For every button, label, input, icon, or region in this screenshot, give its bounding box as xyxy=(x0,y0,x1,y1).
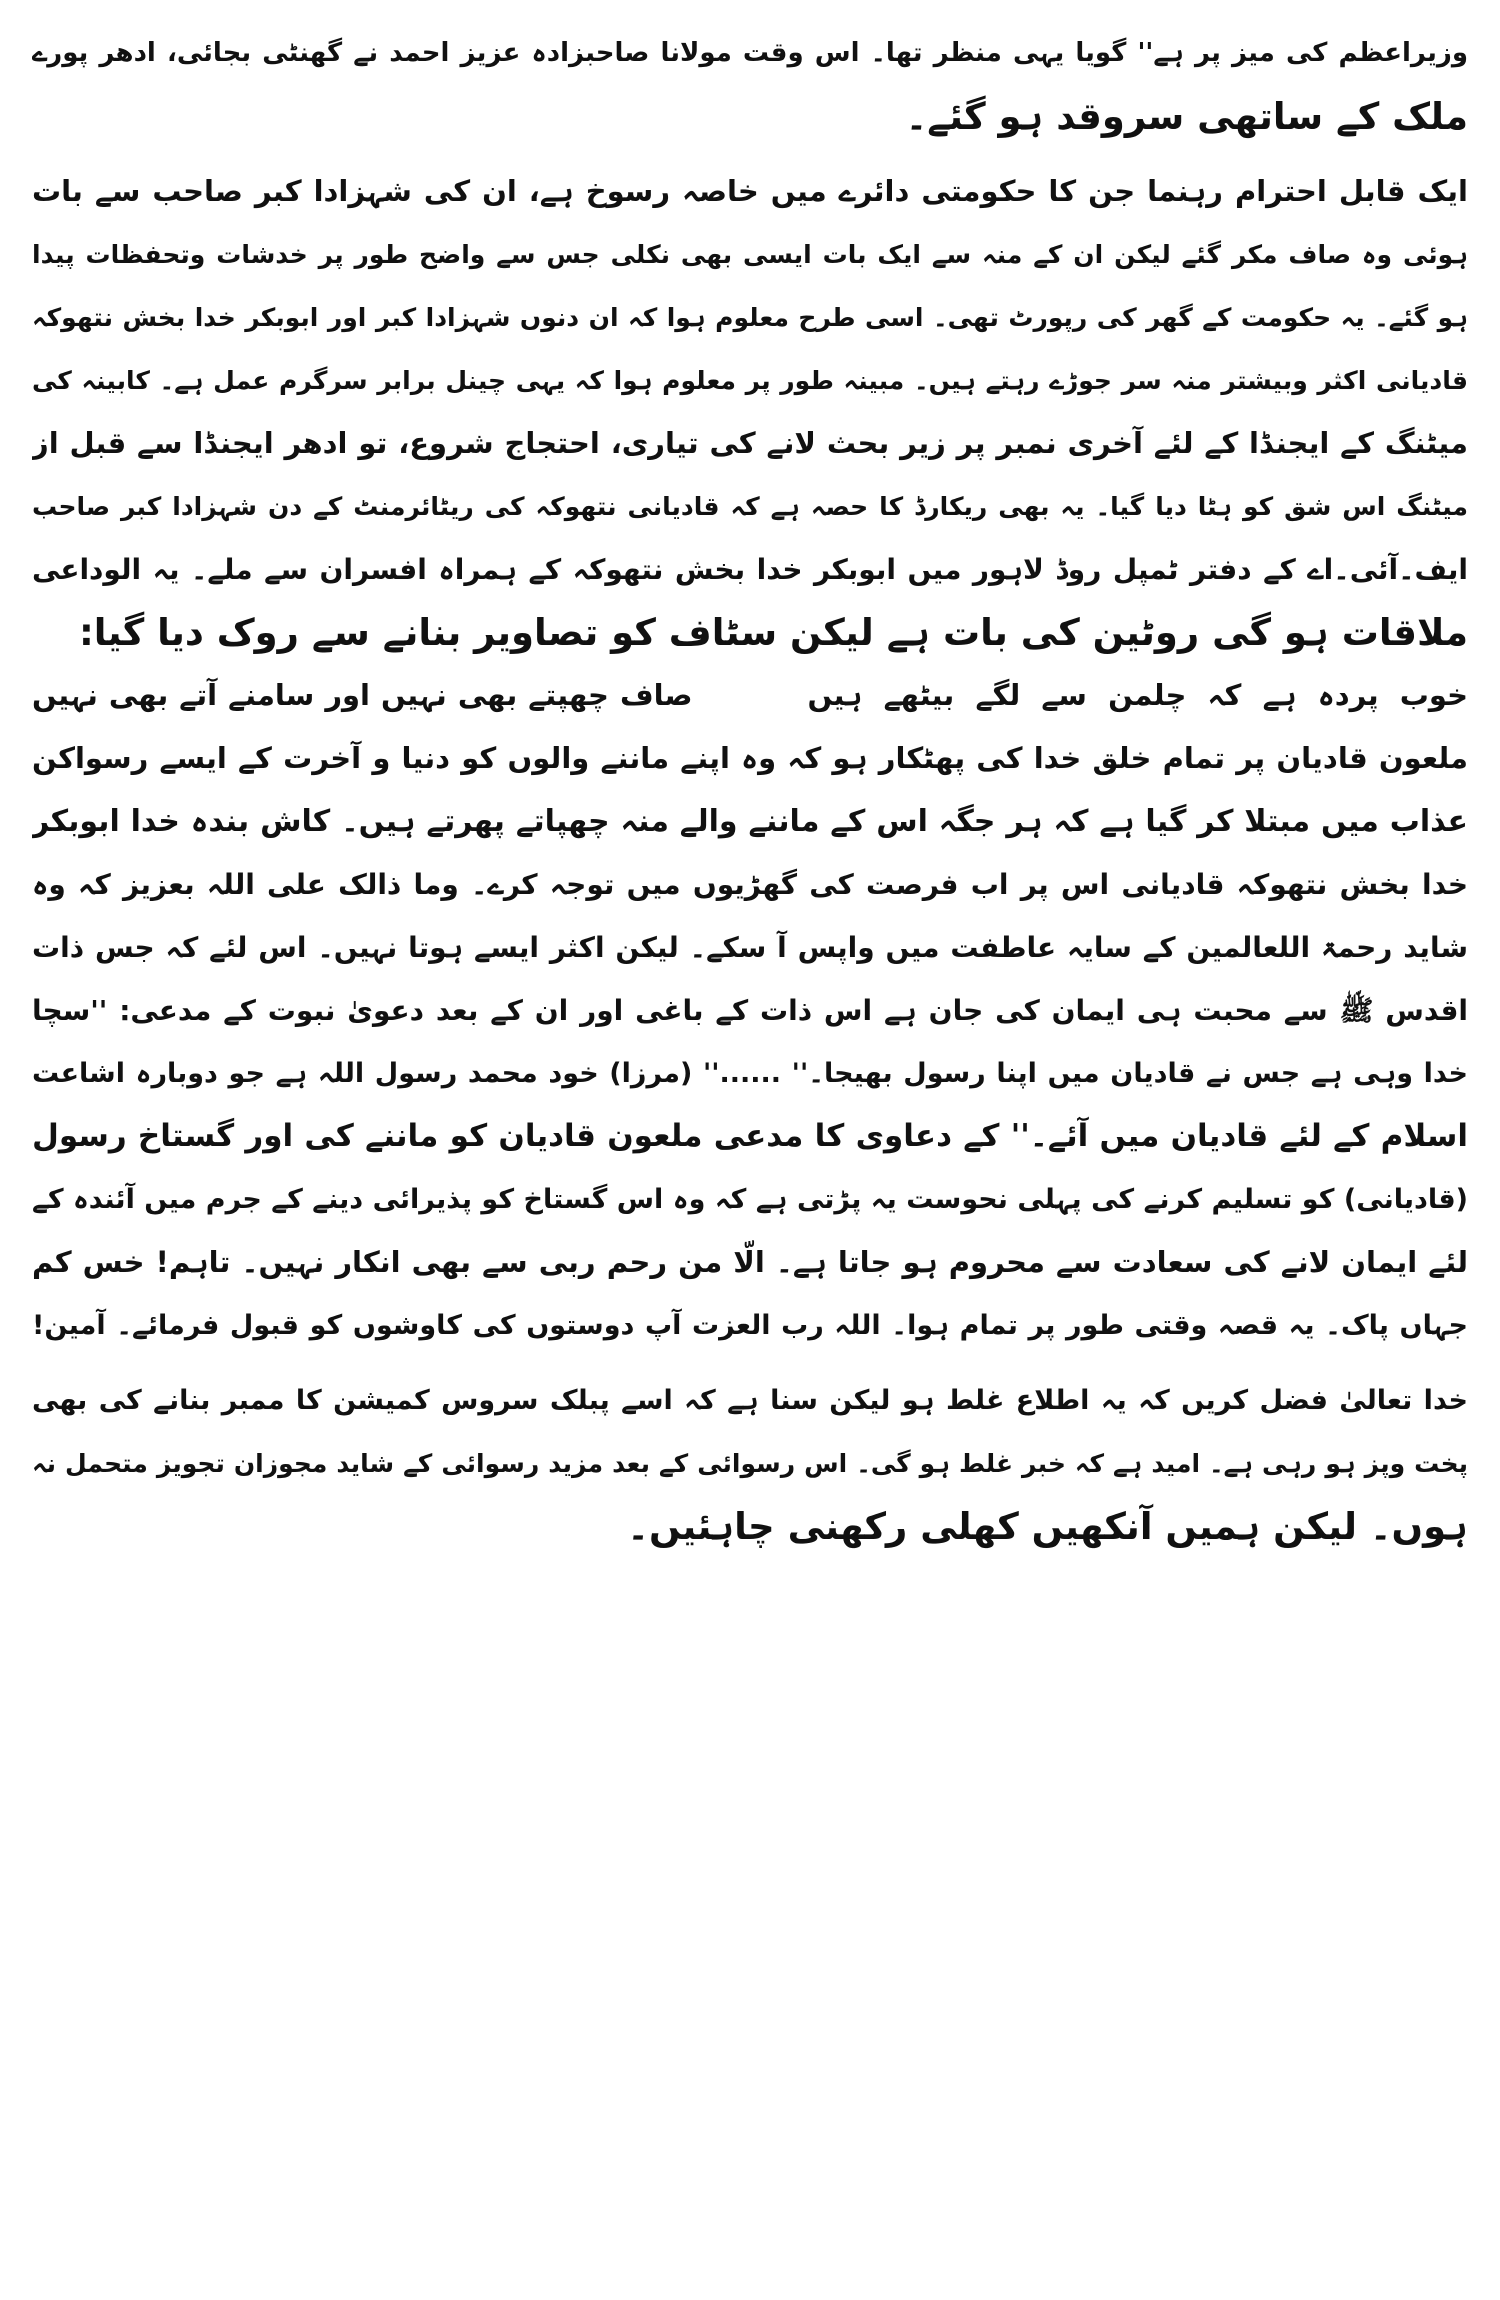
text-line: ملک کے ساتھی سروقد ہو گئے۔ xyxy=(905,95,1468,138)
text-line: خدا تعالیٰ فضل کریں کہ یہ اطلاع غلط ہو لیکن سنا ہے کہ اسے پبلک سروس کمیشن کا ممبر بنانے کی بھی xyxy=(32,1385,1468,1416)
text-line: ایک قابل احترام رہنما جن کا حکومتی دائرے میں خاصہ رسوخ ہے، ان کی شہزادا کبر صاحب سے بات xyxy=(32,174,1468,208)
text-line: پخت وپز ہو رہی ہے۔ امید ہے کہ خبر غلط ہو گی۔ اس رسوائی کے بعد مزید رسوائی کے شاید مجوزان تجویز متحمل نہ xyxy=(32,1449,1468,1478)
text-line: ایف۔آئی۔اے کے دفتر ٹمپل روڈ لاہور میں ابوبکر خدا بخش نتھوکہ کے ہمراہ افسران سے ملے۔ یہ الوداعی xyxy=(32,553,1468,586)
text-line: ملعون قادیان پر تمام خلق خدا کی پھٹکار ہو کہ وہ اپنے ماننے والوں کو دنیا و آخرت کے ایسے رسواکن xyxy=(32,741,1468,775)
text-line: شاید رحمۃ اللعالمین کے سایہ عاطفت میں واپس آ سکے۔ لیکن اکثر ایسے ہوتا نہیں۔ اس لئے کہ جس ذات xyxy=(32,931,1468,964)
couplet-second-half: صاف چھپتے بھی نہیں اور سامنے آتے بھی نہیں xyxy=(32,678,693,712)
text-line: اسلام کے لئے قادیان میں آئے۔'' کے دعاوی کا مدعی ملعون قادیان کو ماننے کی اور گستاخ رسول xyxy=(32,1118,1468,1154)
text-line: (قادیانی) کو تسلیم کرنے کی پہلی نحوست یہ پڑتی ہے کہ وہ اس گستاخ کو پذیرائی دینے کے جرم میں آئندہ کے xyxy=(32,1184,1468,1215)
poetry-couplet xyxy=(32,664,1468,727)
text-line: ہوئی وہ صاف مکر گئے لیکن ان کے منہ سے ایک بات ایسی بھی نکلی جس سے واضح طور پر خدشات وتحفظات پیدا xyxy=(32,240,1468,269)
text-line: وزیراعظم کی میز پر ہے'' گویا یہی منظر تھا۔ اس وقت مولانا صاحبزادہ عزیز احمد نے گھنٹی بجائی، ادھر پورے xyxy=(32,38,1468,68)
document-page xyxy=(32,22,1468,2278)
text-line: ہو گئے۔ یہ حکومت کے گھر کی رپورٹ تھی۔ اسی طرح معلوم ہوا کہ ان دنوں شہزادا کبر اور ابوبکر خدا بخش نتھوکہ xyxy=(32,303,1468,332)
text-line: قادیانی اکثر وبیشتر منہ سر جوڑے رہتے ہیں۔ مبینہ طور پر معلوم ہوا کہ یہی چینل برابر سرگرم عمل ہے۔ کابینہ کی xyxy=(32,366,1468,395)
text-line: خدا وہی ہے جس نے قادیان میں اپنا رسول بھیجا۔'' ......'' (مرزا) خود محمد رسول اللہ ہے جو دوبارہ اشاعت xyxy=(32,1058,1468,1089)
text-line: ہوں۔ لیکن ہمیں آنکھیں کھلی رکھنی چاہئیں۔ xyxy=(627,1505,1468,1548)
text-line: میٹنگ اس شق کو ہٹا دیا گیا۔ یہ بھی ریکارڈ کا حصہ ہے کہ قادیانی نتھوکہ کی ریٹائرمنٹ کے دن شہزادا کبر صاحب xyxy=(32,492,1468,521)
couplet-first-half: خوب پردہ ہے کہ چلمن سے لگے بیٹھے ہیں xyxy=(807,678,1468,712)
text-line: جہاں پاک۔ یہ قصہ وقتی طور پر تمام ہوا۔ اللہ رب العزت آپ دوستوں کی کاوشوں کو قبول فرمائے۔ آمین! xyxy=(32,1310,1468,1341)
text-line: خدا بخش نتھوکہ قادیانی اس پر اب فرصت کی گھڑیوں میں توجہ کرے۔ وما ذالک علی اللہ بعزیز کہ وہ xyxy=(32,868,1468,901)
text-line: لئے ایمان لانے کی سعادت سے محروم ہو جاتا ہے۔ الّا من رحم ربی سے بھی انکار نہیں۔ تاہم! خس کم xyxy=(32,1245,1468,1279)
text-line: اقدس ﷺ سے محبت ہی ایمان کی جان ہے اس ذات کے باغی اور ان کے بعد دعویٰ نبوت کے مدعی: ''سچا xyxy=(32,994,1468,1027)
text-line: عذاب میں مبتلا کر گیا ہے کہ ہر جگہ اس کے ماننے والے منہ چھپاتے پھرتے ہیں۔ کاش بندہ خدا ابوبکر xyxy=(32,804,1468,839)
text-line: ملاقات ہو گی روٹین کی بات ہے لیکن سٹاف کو تصاویر بنانے سے روک دیا گیا: xyxy=(78,611,1468,654)
text-line: میٹنگ کے ایجنڈا کے لئے آخری نمبر پر زیر بحث لانے کی تیاری، احتجاج شروع، تو ادھر ایجنڈا سے قبل از xyxy=(32,426,1468,460)
